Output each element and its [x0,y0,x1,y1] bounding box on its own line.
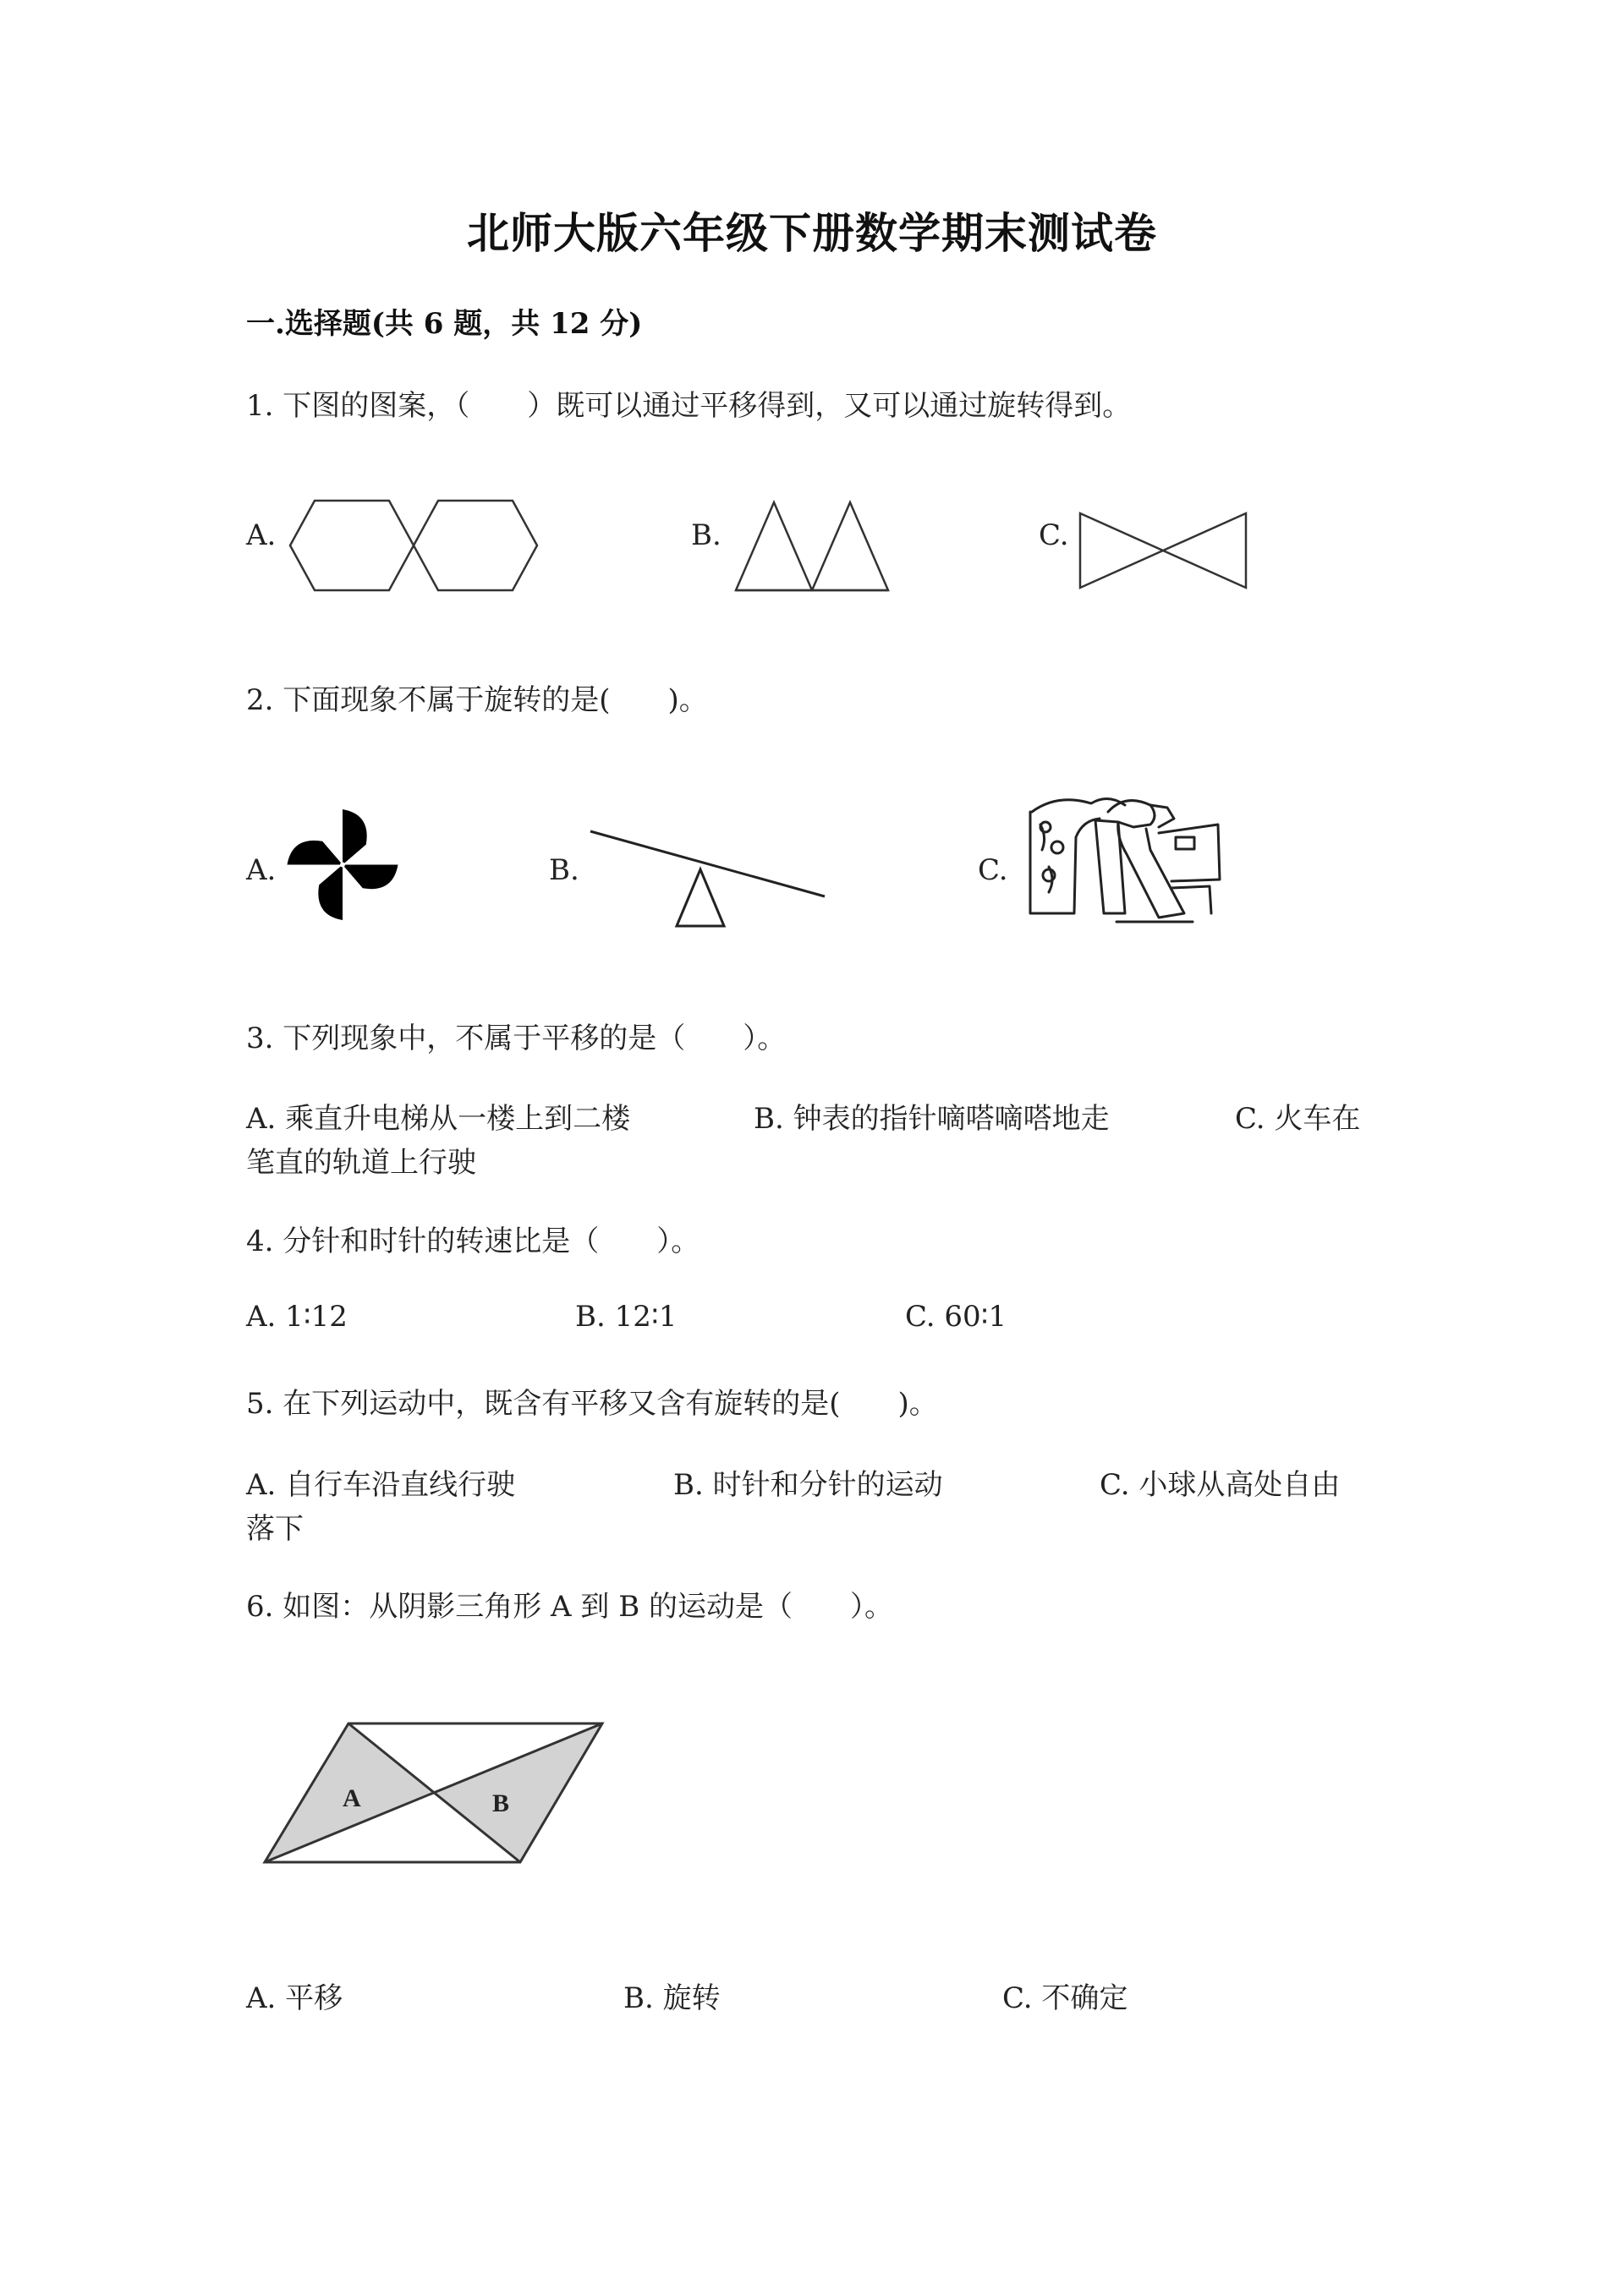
q6-label-a: A [343,1784,361,1812]
question-6-stem: 6. 如图：从阴影三角形 A 到 B 的运动是（ ）。 [246,1590,894,1624]
q1-option-c-label: C. [1039,518,1069,552]
q1-triangles-figure [734,501,890,592]
q4-option-b: B. 12∶1 [575,1300,678,1334]
q3-option-a: A. 乘直升电梯从一楼上到二楼 [246,1102,631,1136]
q2-option-c-label: C. [978,853,1008,887]
q6-option-c: C. 不确定 [1002,1981,1128,2015]
q6-label-b: B [492,1789,510,1817]
q2-option-b-label: B. [549,853,579,887]
q1-option-a-label: A. [246,518,277,552]
q1-option-b-label: B. [691,518,721,552]
question-4-stem: 4. 分针和时针的转速比是（ ）。 [246,1225,700,1258]
question-3-stem: 3. 下列现象中，不属于平移的是（ ）。 [246,1022,787,1055]
q4-option-c: C. 60∶1 [905,1300,1007,1334]
q2-pinwheel-figure [283,808,402,922]
q6-option-b: B. 旋转 [623,1981,721,2015]
page-title: 北师大版六年级下册数学期末测试卷 [467,208,1157,258]
q3-option-b: B. 钟表的指针嘀嗒嘀嗒地走 [754,1102,1110,1136]
q1-hexagons-figure [288,499,541,592]
q6-option-a: A. 平移 [246,1981,343,2015]
question-5-stem: 5. 在下列运动中，既含有平移又含有旋转的是( )。 [246,1387,938,1421]
section-heading: 一.选择题(共 6 题，共 12 分) [246,307,643,341]
question-1-stem: 1. 下图的图案，（ ）既可以通过平移得到，又可以通过旋转得到。 [246,389,1132,423]
q3-option-c-continued: 笔直的轨道上行驶 [246,1146,476,1180]
q5-option-c-continued: 落下 [246,1512,304,1546]
question-2-stem: 2. 下面现象不属于旋转的是( )。 [246,683,708,717]
q2-option-a-label: A. [246,853,277,887]
q2-seesaw-figure [584,825,829,930]
q1-bowtie-figure [1078,512,1248,589]
q4-option-a: A. 1∶12 [246,1300,348,1334]
q6-parallelogram-figure [258,1717,613,1869]
q5-option-a: A. 自行车沿直线行驶 [246,1468,516,1502]
q5-option-b: B. 时针和分针的运动 [673,1468,943,1502]
q5-option-c: C. 小球从高处自由 [1100,1468,1341,1502]
q2-slide-figure [1023,786,1226,930]
q3-option-c: C. 火车在 [1235,1102,1361,1136]
